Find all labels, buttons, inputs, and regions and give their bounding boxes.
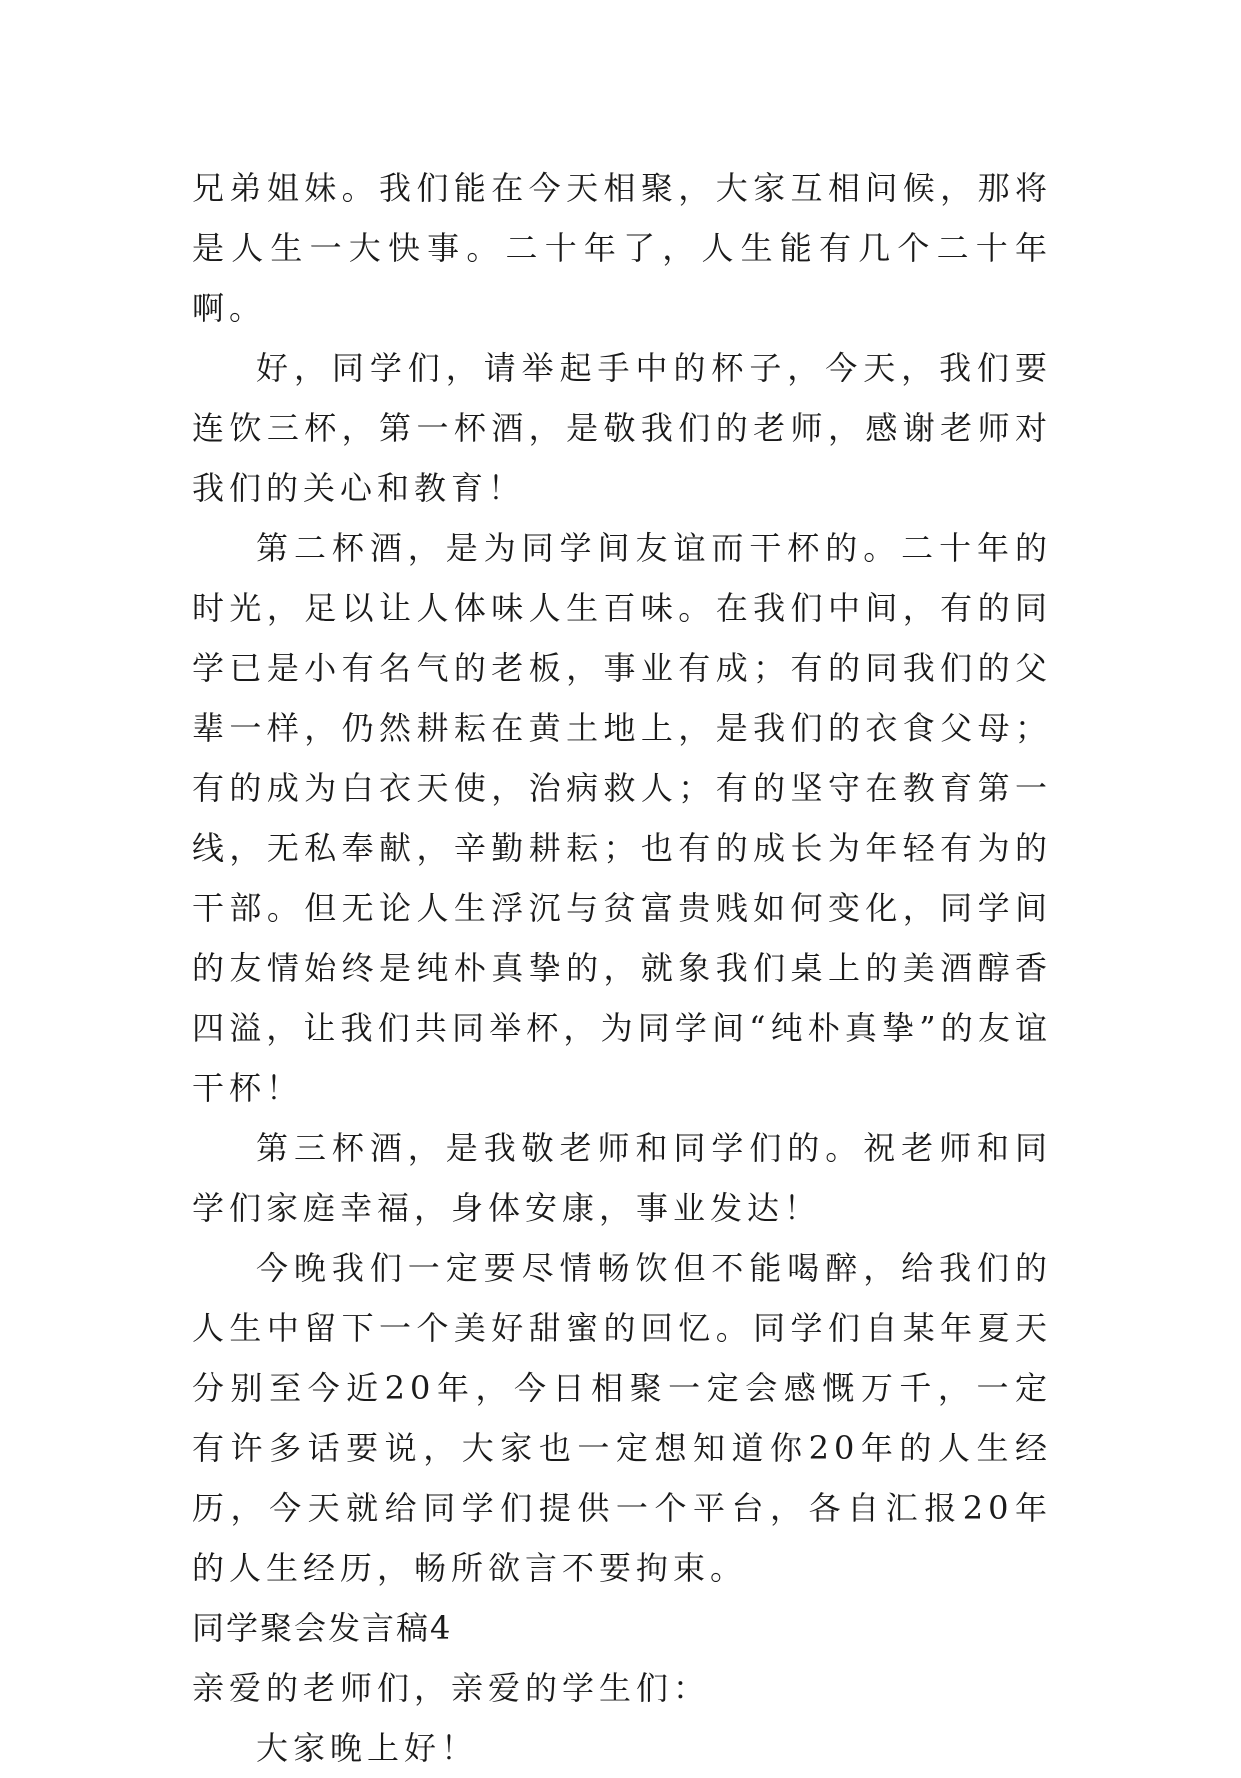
paragraph-toast-first-cup: 好，同学们，请举起手中的杯子，今天，我们要连饮三杯，第一杯酒，是敬我们的老师，感谢老师对我们的关心和教育！ [192, 349, 1052, 507]
salutation: 亲爱的老师们，亲爱的学生们： [192, 1669, 711, 1707]
paragraph-toast-second-cup: 第二杯酒，是为同学间友谊而干杯的。二十年的时光，足以让人体味人生百味。在我们中间，有的同学已是小有名气的老板，事业有成；有的同我们的父辈一样，仍然耕耘在黄土地上，是我们的衣食父母；有的成为白衣天使，治病救人；有的坚守在教育第一线，无私奉献，辛勤耕耘；也有的成长为年轻有为的干部。但无论人生浮沉与贫富贵贱如何变化，同学间的友情始终是纯朴真挚的，就象我们桌上的美酒醇香四溢，让我们共同举杯，为同学间“纯朴真挚”的友谊干杯！ [192, 529, 1052, 1107]
document-body [192, 158, 1052, 1778]
paragraph-tonight: 今晚我们一定要尽情畅饮但不能喝醉，给我们的人生中留下一个美好甜蜜的回忆。同学们自某年夏天分别至今近20年，今日相聚一定会感慨万千，一定有许多话要说，大家也一定想知道你20年的人生经历，今天就给同学们提供一个平台，各自汇报20年的人生经历，畅所欲言不要拘束。 [192, 1249, 1052, 1587]
paragraph-toast-third-cup: 第三杯酒，是我敬老师和同学们的。祝老师和同学们家庭幸福，身体安康，事业发达！ [192, 1129, 1052, 1227]
greeting: 大家晚上好！ [256, 1729, 479, 1767]
paragraph-opening: 兄弟姐妹。我们能在今天相聚，大家互相问候，那将是人生一大快事。二十年了，人生能有几个二十年啊。 [192, 169, 1052, 327]
section-heading: 同学聚会发言稿4 [192, 1609, 453, 1647]
